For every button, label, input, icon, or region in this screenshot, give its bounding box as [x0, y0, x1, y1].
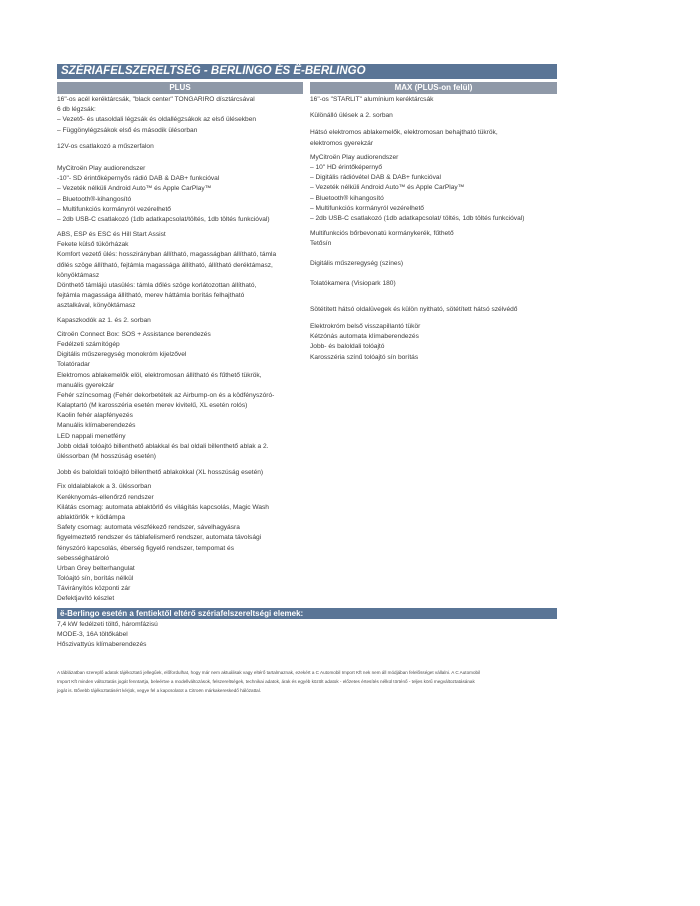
plus-feature-item: – Multifunkciós kormányról vezérelhető — [57, 205, 171, 213]
plus-feature-item: ablaktörlők + ködlámpa — [57, 513, 125, 521]
max-feature-item: Kétzónás automata klímaberendezés — [310, 333, 419, 341]
plus-feature-item: Távirányítós központi zár — [57, 585, 131, 593]
plus-feature-item: fényszóró kapcsolás, éberség figyelő rendszer, tempomat és — [57, 544, 235, 552]
plus-feature-item: – Vezeték nélküli Android Auto™ és Apple CarPlay™ — [57, 185, 212, 193]
eberlingo-heading: ë-Berlingo esetén a fentiektől eltérő szériafelszereltségi elemek: — [57, 608, 557, 619]
document — [57, 64, 557, 695]
plus-feature-item: Dönthető támlájú utasülés: támla dőlés szöge korlátozottan állítható, — [57, 282, 257, 289]
plus-feature-item: – Függönylégzsákok első és második ülésorban — [57, 126, 198, 134]
max-feature-item: Multifunkciós bőrbevonatú kormánykerék, fűthető — [310, 230, 454, 238]
plus-feature-item: Fedélzeti számítógép — [57, 340, 120, 348]
plus-feature-item: Elektromos ablakemelők elöl, elektromosan állítható és fűthető tükrök, — [57, 371, 262, 379]
plus-feature-item: -10"- SD érintőképernyős rádió DAB & DAB+ funkcióval — [57, 175, 220, 183]
plus-feature-item: Fix oldalablakok a 3. üléssorban — [57, 483, 152, 491]
plus-feature-item: – Bluetooth®-kihangosító — [57, 195, 132, 203]
plus-feature-item: MyCitroën Play audiorendszer — [57, 164, 146, 172]
plus-feature-item: Fehér színcsomag (Fehér dekorbetétek az Airbump-on és a ködfényszóró- — [57, 391, 275, 399]
plus-feature-item: dőlés szöge állítható, fejtámla magassága állítható, állítható deréktámasz, — [57, 261, 273, 269]
footnote-line: A táblázatban szereplő adatok tájékoztató jellegűek, előfordulhat, hogy már nem aktuálisak vagy eltérő tartalmaznak, ezekért a C Automobil Import Kft nek nem áll módjában felelősséget vállalni. A C Automobil — [57, 670, 481, 676]
eberlingo-item: 7,4 kW fedélzeti töltő, háromfázisú — [57, 620, 158, 628]
plus-feature-item: Kalaptartó (M karosszéria esetén merev kivitelű, XL esetén rolós) — [57, 402, 248, 410]
eberlingo-item: MODE-3, 16A töltőkábel — [57, 630, 128, 638]
plus-feature-item: Jobb oldali tolóajtó billenthető ablakkal és bal oldali billenthető ablak a 2. — [57, 442, 269, 450]
eberlingo-item: Hőszivattyús klímaberendezés — [57, 641, 147, 648]
plus-feature-item: Kilátás csomag: automata ablaktörlő és világítás kapcsolás, Magic Wash — [57, 503, 269, 511]
plus-feature-item: Defektjavító készlet — [57, 595, 115, 603]
plus-feature-item: Citroën Connect Box: SOS + Assistance berendezés — [57, 330, 211, 338]
plus-feature-item: Kaolin fehér alapfényezés — [57, 412, 133, 420]
max-feature-item: – 10" HD érintőképernyő — [310, 163, 382, 171]
max-column — [310, 95, 557, 605]
footnote-line: Import Kft minden változtatás jogát fenntartja, beleértve a modellváltozások, felszereltségek, technikai adatok, árak és egyéb közölt adatok - előzetes értesítés nélkül történő - teljes körű megváltoztatásának — [57, 679, 475, 685]
max-feature-item: MyCitroën Play audiorendszer — [310, 153, 399, 161]
plus-feature-item: Urban Grey belterhangulat — [57, 564, 135, 572]
plus-feature-item: Tolatóradar — [57, 361, 90, 369]
eberlingo-list — [57, 620, 557, 651]
footnote-line: jogát is. Bővebb tájékoztatásért kérjük, vegye fel a kapcsolatot a Citroën márkakereskedő hálózattal. — [57, 688, 262, 694]
plus-feature-item: figyelmeztető rendszer és táblafelismerő rendszer, automata távolsági — [57, 534, 262, 542]
max-feature-item: – Bluetooth® kihangosító — [310, 194, 384, 202]
plus-feature-item: üléssorban (M hosszúság esetén) — [57, 453, 156, 460]
plus-feature-item: 12V-os csatlakozó a műszerfalon — [57, 142, 154, 150]
max-feature-item: – Vezeték nélküli Android Auto™ és Apple CarPlay™ — [310, 184, 465, 192]
plus-feature-item: manuális gyerekzár — [57, 381, 115, 389]
column-headers — [57, 82, 557, 94]
max-feature-item: Tetősín — [310, 240, 332, 248]
plus-feature-item: sebességhatároló — [57, 554, 110, 562]
plus-feature-item: – Vezető- és utasoldali légzsák és oldallégzsákok az első ülésekben — [57, 116, 257, 124]
plus-feature-item: Jobb és baloldali tolóajtó billenthető ablakokkal (XL hosszúság esetén) — [57, 469, 264, 477]
plus-feature-item: Fekete külső tükörházak — [57, 241, 129, 249]
plus-feature-item: Digitális műszeregység monokróm kijelzővel — [57, 351, 187, 359]
plus-feature-item: 6 db légzsák: — [57, 106, 96, 114]
plus-feature-item: 16"-os acél keréktárcsák, "black center" TONGARIRO dísztárcsával — [57, 96, 255, 103]
max-feature-item: Elektrokróm belső visszapillantó tükör — [310, 323, 421, 330]
plus-feature-item: – 2db USB-C csatlakozó (1db adatkapcsolat/töltés, 1db töltés funkcióval) — [57, 215, 270, 223]
max-feature-item: – Digitális rádióvétel DAB & DAB+ funkcióval — [310, 174, 442, 182]
column-header-plus: PLUS — [57, 82, 303, 94]
max-feature-item: Hátsó elektromos ablakemelők, elektromosan behajtható tükrök, — [310, 129, 498, 137]
plus-feature-item: fejtámla magassága állítható, merev háttámla borítás felhajtható — [57, 292, 245, 300]
max-feature-item: – Multifunkciós kormányról vezérelhető — [310, 204, 424, 212]
plus-feature-item: Safety csomag: automata vészfékező rendszer, sávelhagyásra — [57, 524, 240, 532]
footnote — [57, 668, 557, 695]
max-feature-item: 16"-os "STARLIT" alumínium keréktárcsák — [310, 96, 434, 103]
column-header-max: MAX (PLUS-on felül) — [310, 82, 557, 94]
plus-feature-item: Keréknyomás-ellenőrző rendszer — [57, 493, 154, 501]
plus-feature-item: ABS, ESP és ESC és Hill Start Assist — [57, 231, 166, 239]
plus-feature-item: asztalkával, könyöktámasz — [57, 302, 136, 310]
page-title: SZÉRIAFELSZERELTSÉG - BERLINGO ÉS Ë-BERLINGO — [57, 64, 557, 79]
plus-column — [57, 95, 310, 605]
plus-feature-item: LED nappali menetfény — [57, 432, 126, 440]
max-feature-item: Tolatókamera (Visiopark 180) — [310, 279, 396, 287]
max-feature-item: Karosszéria színű tolóajtó sín borítás — [310, 353, 419, 361]
plus-feature-item: Kapaszkodók az 1. és 2. sorban — [57, 316, 151, 324]
max-feature-item: Sötétített hátsó oldalüvegek és külön nyitható, sötétített hátsó szélvédő — [310, 305, 518, 313]
max-feature-item: Digitális műszeregység (színes) — [310, 260, 404, 268]
plus-feature-item: Manuális klímaberendezés — [57, 422, 136, 430]
plus-feature-item: Komfort vezető ülés: hosszirányban állítható, magasságban állítható, támla — [57, 251, 277, 259]
plus-feature-item: könyöktámasz — [57, 271, 100, 279]
max-feature-item: Jobb- és baloldali tolóajtó — [310, 343, 385, 351]
max-feature-item: Különálló ülések a 2. sorban — [310, 112, 393, 120]
plus-feature-item: Tolóajtó sín, borítás nélkül — [57, 575, 134, 583]
equipment-columns — [57, 95, 557, 605]
max-feature-item: elektromos gyerekzár — [310, 139, 374, 147]
max-feature-item: – 2db USB-C csatlakozó (1db adatkapcsolat/ töltés, 1db töltés funkcióval) — [310, 214, 525, 222]
